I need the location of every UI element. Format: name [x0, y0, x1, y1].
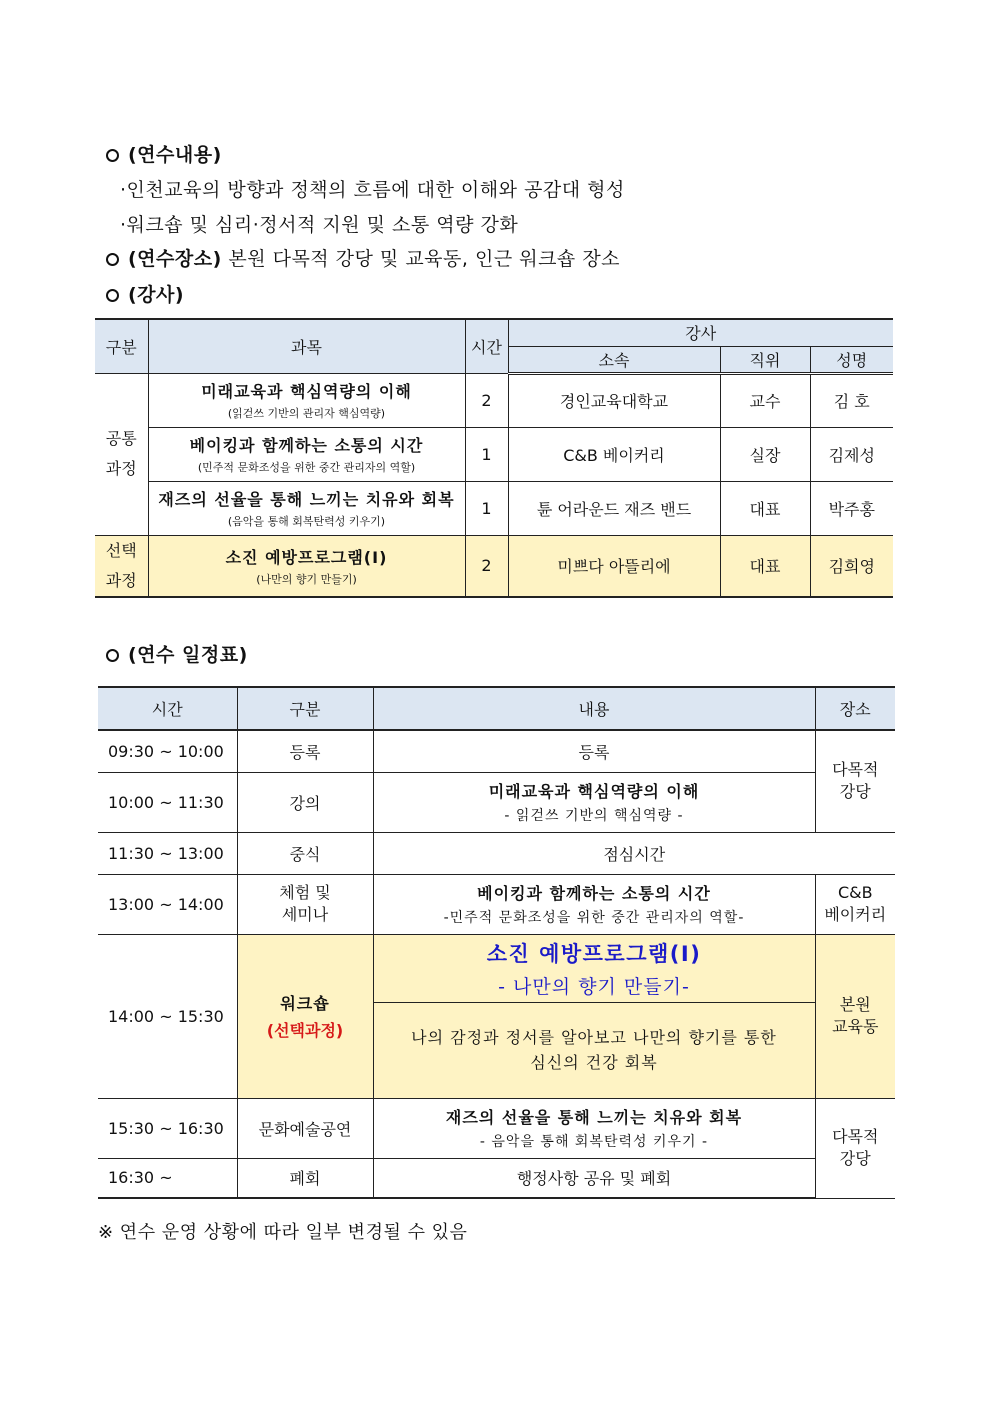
place-cell: 다목적 강당: [815, 730, 895, 832]
subject-cell: 재즈의 선율을 통해 느끼는 치유와 회복 (음악을 통해 회복탄력성 키우기): [148, 481, 465, 535]
header-content: 내용: [373, 687, 815, 730]
name-cell: 김 호: [810, 373, 893, 427]
affiliation-cell: C&B 베이커리: [508, 427, 720, 481]
content-cell: 점심시간: [373, 832, 895, 874]
subject-cell: 소진 예방프로그램(Ⅰ) (나만의 향기 만들기): [148, 535, 465, 597]
content-item: ·인천교육의 방향과 정책의 흐름에 대한 이해와 공감대 형성: [120, 179, 625, 201]
elective-course-label: 선택 과정: [95, 535, 148, 597]
schedule-table: [98, 686, 895, 1199]
circle-bullet-icon: [106, 253, 119, 266]
header-position: 직위: [720, 346, 810, 373]
place-cell: C&B 베이커리: [815, 874, 895, 934]
table-row: [95, 427, 893, 481]
hours-cell: 2: [465, 535, 508, 597]
category-cell: 등록: [237, 730, 373, 772]
circle-bullet-icon: [106, 149, 119, 162]
affiliation-cell: 튠 어라운드 재즈 밴드: [508, 481, 720, 535]
hours-cell: 1: [465, 427, 508, 481]
table-row: [95, 373, 893, 427]
table-row: [98, 730, 895, 772]
content-item: ·워크숍 및 심리·정서적 지원 및 소통 역량 강화: [120, 214, 519, 236]
header-name: 성명: [810, 346, 893, 373]
subject-cell: 미래교육과 핵심역량의 이해 (읽걷쓰 기반의 관리자 핵심역량): [148, 373, 465, 427]
content-cell: 등록: [373, 730, 815, 772]
time-cell: 13:00 ~ 14:00: [98, 874, 237, 934]
schedule-heading: (연수 일정표): [106, 640, 248, 667]
content-desc-cell: 나의 감정과 정서를 알아보고 나만의 향기를 통한 심신의 건강 회복: [373, 1002, 815, 1098]
header-instructor: 강사: [508, 319, 893, 346]
header-affiliation: 소속: [508, 346, 720, 373]
category-cell: 중식: [237, 832, 373, 874]
category-cell: 강의: [237, 772, 373, 832]
content-cell: 베이킹과 함께하는 소통의 시간 -민주적 문화조성을 위한 중간 관리자의 역할-: [373, 874, 815, 934]
name-cell: 김희영: [810, 535, 893, 597]
hours-cell: 1: [465, 481, 508, 535]
position-cell: 교수: [720, 373, 810, 427]
circle-bullet-icon: [106, 649, 119, 662]
table-row: [98, 934, 895, 1002]
category-cell: 폐회: [237, 1158, 373, 1198]
footnote: ※ 연수 운영 상황에 따라 일부 변경될 수 있음: [98, 1222, 468, 1243]
circle-bullet-icon: [106, 289, 119, 302]
time-cell: 14:00 ~ 15:30: [98, 934, 237, 1098]
place-cell: 다목적 강당: [815, 1098, 895, 1198]
position-cell: 실장: [720, 427, 810, 481]
place-cell: 본원 교육동: [815, 934, 895, 1098]
content-cell: 미래교육과 핵심역량의 이해 - 읽걷쓰 기반의 핵심역량 -: [373, 772, 815, 832]
table-row: [95, 535, 893, 597]
category-cell: 문화예술공연: [237, 1098, 373, 1158]
content-cell: 재즈의 선율을 통해 느끼는 치유와 회복 - 음악을 통해 회복탄력성 키우기 -: [373, 1098, 815, 1158]
header-hours: 시간: [465, 319, 508, 373]
name-cell: 김제성: [810, 427, 893, 481]
content-heading: (연수내용): [106, 140, 222, 167]
header-time: 시간: [98, 687, 237, 730]
time-cell: 15:30 ~ 16:30: [98, 1098, 237, 1158]
table-row: [95, 481, 893, 535]
table-row: [98, 832, 895, 874]
table-row: [98, 772, 895, 832]
name-cell: 박주홍: [810, 481, 893, 535]
category-cell: 워크숍 (선택과정): [237, 934, 373, 1098]
time-cell: 09:30 ~ 10:00: [98, 730, 237, 772]
common-course-label: 공통 과정: [95, 373, 148, 535]
table-row: [98, 874, 895, 934]
content-cell: 행정사항 공유 및 폐회: [373, 1158, 815, 1198]
time-cell: 11:30 ~ 13:00: [98, 832, 237, 874]
position-cell: 대표: [720, 535, 810, 597]
category-cell: 체험 및 세미나: [237, 874, 373, 934]
table-row: [98, 1158, 895, 1198]
hours-cell: 2: [465, 373, 508, 427]
content-cell: 소진 예방프로그램(Ⅰ) - 나만의 향기 만들기-: [373, 934, 815, 1002]
place-heading: (연수장소) 본원 다목적 강당 및 교육동, 인근 워크숍 장소: [106, 244, 620, 271]
table-row: [98, 1098, 895, 1158]
time-cell: 10:00 ~ 11:30: [98, 772, 237, 832]
affiliation-cell: 미쁘다 아뜰리에: [508, 535, 720, 597]
position-cell: 대표: [720, 481, 810, 535]
affiliation-cell: 경인교육대학교: [508, 373, 720, 427]
header-category: 구분: [95, 319, 148, 373]
header-subject: 과목: [148, 319, 465, 373]
time-cell: 16:30 ~: [98, 1158, 237, 1198]
header-category: 구분: [237, 687, 373, 730]
header-place: 장소: [815, 687, 895, 730]
instructor-table: [95, 318, 893, 598]
subject-cell: 베이킹과 함께하는 소통의 시간 (민주적 문화조성을 위한 중간 관리자의 역할): [148, 427, 465, 481]
instructor-heading: (강사): [106, 280, 184, 307]
